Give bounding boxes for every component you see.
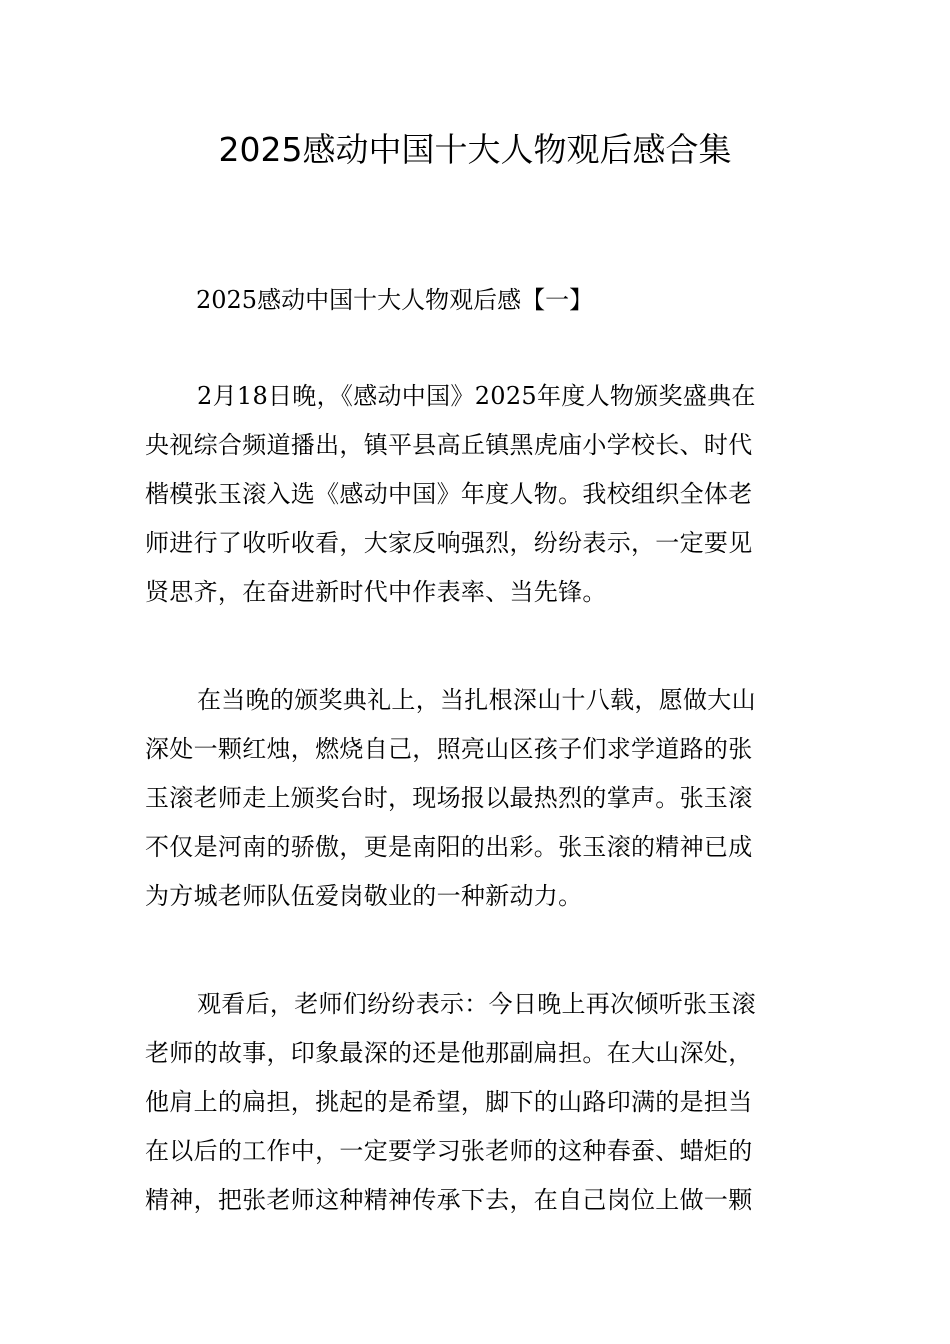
paragraph-line: 在当晚的颁奖典礼上，当扎根深山十八载，愿做大山: [197, 686, 756, 714]
paragraph-line: 在以后的工作中，一定要学习张老师的这种春蚕、蜡炬的: [145, 1137, 753, 1165]
paragraph-line: 师进行了收听收看，大家反响强烈，纷纷表示，一定要见: [145, 529, 753, 557]
section-heading: 2025感动中国十大人物观后感【一】: [196, 286, 594, 314]
paragraph-line: 2月18日晚，《感动中国》2025年度人物颁奖盛典在: [197, 382, 756, 410]
paragraph-line: 玉滚老师走上颁奖台时，现场报以最热烈的掌声。张玉滚: [145, 784, 753, 812]
paragraph-1: [145, 372, 805, 617]
document-title: 2025感动中国十大人物观后感合集: [218, 130, 732, 169]
paragraph-line: 央视综合频道播出，镇平县高丘镇黑虎庙小学校长、时代: [145, 431, 753, 459]
paragraph-line: 老师的故事，印象最深的还是他那副扁担。在大山深处，: [145, 1039, 753, 1067]
paragraph-line: 深处一颗红烛，燃烧自己，照亮山区孩子们求学道路的张: [145, 735, 753, 763]
paragraph-line: 为方城老师队伍爱岗敬业的一种新动力。: [145, 882, 583, 910]
paragraph-3: [145, 980, 805, 1225]
paragraph-line: 他肩上的扁担，挑起的是希望，脚下的山路印满的是担当: [145, 1088, 753, 1116]
paragraph-line: 观看后，老师们纷纷表示：今日晚上再次倾听张玉滚: [197, 990, 756, 1018]
paragraph-line: 精神，把张老师这种精神传承下去，在自己岗位上做一颗: [145, 1186, 753, 1214]
paragraph-line: 不仅是河南的骄傲，更是南阳的出彩。张玉滚的精神已成: [145, 833, 753, 861]
paragraph-line: 楷模张玉滚入选《感动中国》年度人物。我校组织全体老: [145, 480, 753, 508]
paragraph-line: 贤思齐，在奋进新时代中作表率、当先锋。: [145, 578, 607, 606]
paragraph-2: [145, 676, 805, 921]
